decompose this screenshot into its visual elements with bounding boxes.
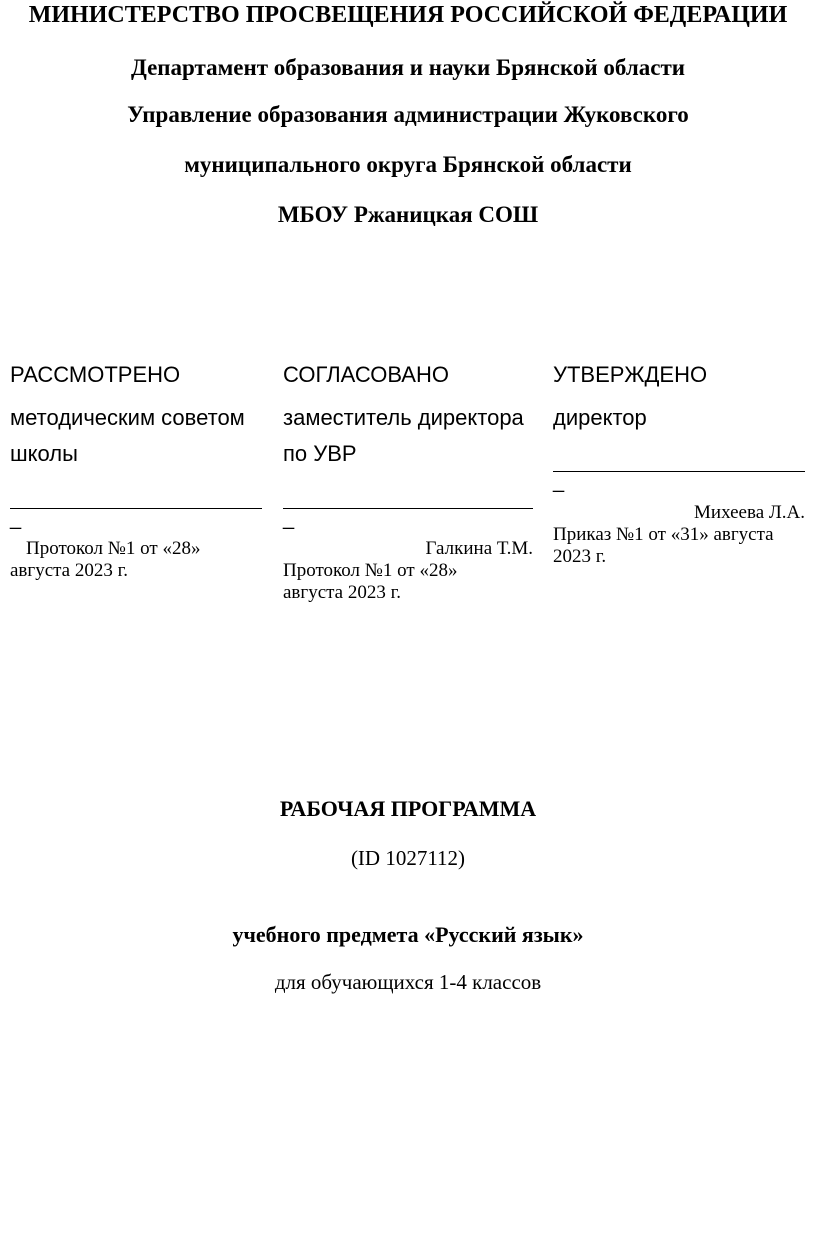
reviewed-block xyxy=(10,360,262,582)
program-audience: для обучающихся 1-4 классов xyxy=(274,970,542,994)
approved-underscore: _ xyxy=(553,471,565,493)
program-subject: учебного предмета «Русский язык» xyxy=(232,922,584,947)
agreed-protocol-line2: августа 2023 г. xyxy=(283,582,401,603)
agreed-title: СОГЛАСОВАНО xyxy=(283,362,449,387)
approved-name: Михеева Л.А. xyxy=(694,502,805,523)
reviewed-underscore: _ xyxy=(10,508,22,530)
reviewed-title: РАССМОТРЕНО xyxy=(10,362,181,387)
approved-role-line1: директор xyxy=(553,405,647,430)
approved-title: УТВЕРЖДЕНО xyxy=(553,362,708,387)
administration-heading-line2: муниципального округа Брянской области xyxy=(184,152,632,177)
reviewed-role-line2: школы xyxy=(10,441,78,466)
approved-block xyxy=(553,360,805,568)
ministry-heading: МИНИСТЕРСТВО ПРОСВЕЩЕНИЯ РОССИЙСКОЙ ФЕДЕРАЦИИ xyxy=(28,2,788,28)
program-title: РАБОЧАЯ ПРОГРАММА xyxy=(279,796,537,821)
department-heading: Департамент образования и науки Брянской области xyxy=(130,55,686,80)
agreed-underscore: _ xyxy=(283,508,295,530)
approved-order-line2: 2023 г. xyxy=(553,546,607,567)
agreed-block xyxy=(283,360,533,604)
reviewed-role-line1: методическим советом xyxy=(10,405,245,430)
agreed-role-line1: заместитель директора xyxy=(283,405,524,430)
approved-order-line1: Приказ №1 от «31» августа xyxy=(553,524,774,545)
program-id: (ID 1027112) xyxy=(350,846,466,870)
agreed-role-line2: по УВР xyxy=(283,441,357,466)
agreed-protocol-line1: Протокол №1 от «28» xyxy=(283,560,458,581)
reviewed-protocol-line2: августа 2023 г. xyxy=(10,560,128,581)
agreed-name: Галкина Т.М. xyxy=(425,538,533,559)
school-heading: МБОУ Ржаницкая СОШ xyxy=(277,202,539,227)
reviewed-protocol-line1: Протокол №1 от «28» xyxy=(26,538,201,559)
administration-heading-line1: Управление образования администрации Жуковского xyxy=(127,102,689,127)
